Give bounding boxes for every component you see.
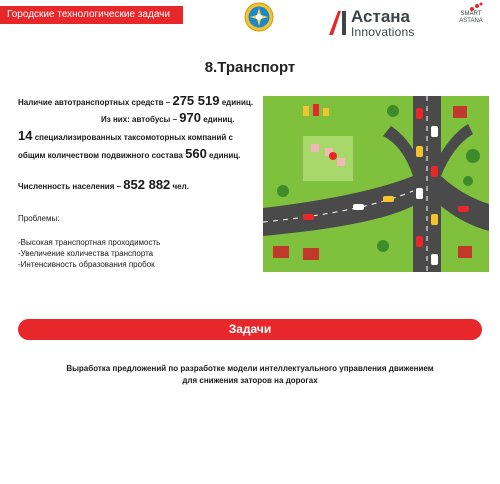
astana-logo-mark-icon <box>327 11 349 35</box>
header-tag: Городские технологические задачи <box>0 6 183 24</box>
stat-population-value: 852 882 <box>123 177 171 192</box>
problem-item: -Увеличение количества транспорта <box>18 249 154 258</box>
stat-buses <box>101 110 235 125</box>
task-line: для снижения заторов на дорогах <box>182 376 318 385</box>
stat-vehicles <box>18 93 253 108</box>
stat-buses-label: Из них: автобусы – <box>101 115 178 124</box>
stat-taxi <box>18 128 233 143</box>
smart-astana-logo <box>456 11 486 25</box>
stat-buses-value: 970 <box>179 110 201 125</box>
problem-item: -Интенсивность образования пробок <box>18 260 155 269</box>
tasks-banner: Задачи <box>18 319 482 340</box>
stat-taxi-value: 14 <box>18 128 33 143</box>
traffic-intersection-illustration <box>263 96 489 272</box>
stat-fleet-value: 560 <box>185 146 207 161</box>
astana-logo-line1: Астана <box>351 7 411 26</box>
stat-vehicles-value: 275 519 <box>172 93 220 108</box>
section-title: 8.Транспорт <box>204 59 296 76</box>
stat-population-label: Численность населения – <box>18 182 122 191</box>
stat-vehicles-unit: единиц. <box>221 98 254 107</box>
stat-fleet-label: общим количеством подвижного состава <box>18 151 183 160</box>
stat-buses-unit: единиц. <box>203 115 235 124</box>
smart-logo-line1: SMART <box>460 11 482 17</box>
city-emblem-icon <box>244 2 274 32</box>
smart-logo-line2: ASTANA <box>459 18 483 24</box>
problems-title: Проблемы: <box>18 214 60 223</box>
stat-fleet <box>18 146 240 161</box>
stat-fleet-unit: единиц. <box>209 151 241 160</box>
stat-population-unit: чел. <box>172 182 189 191</box>
stat-taxi-label: специализированных таксомоторных компаний с <box>34 133 233 142</box>
problem-item: -Высокая транспортная проходимость <box>18 238 161 247</box>
astana-logo-line2: Innovations <box>351 25 415 39</box>
stat-vehicles-label: Наличие автотранспортных средств – <box>18 98 171 107</box>
stat-population <box>18 177 189 192</box>
task-line: Выработка предложений по разработке модели интеллектуального управления движением <box>66 364 434 373</box>
